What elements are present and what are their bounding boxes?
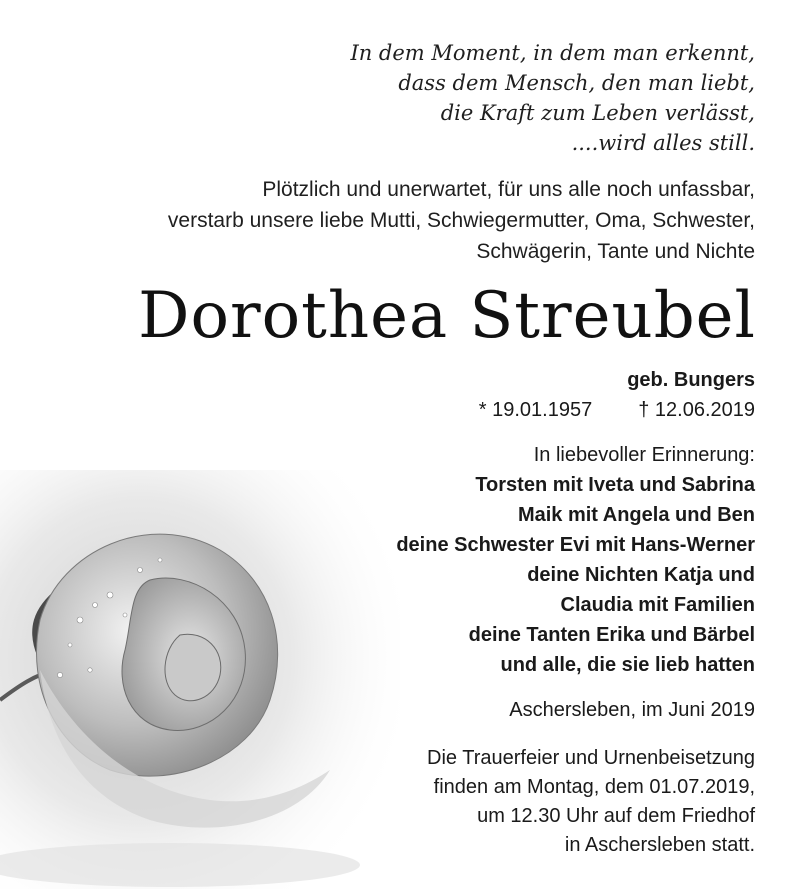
poem-line: In dem Moment, in dem man erkennt, [350,41,755,65]
intro-text [168,174,755,267]
funeral-info [427,744,755,860]
intro-line: Schwägerin, Tante und Nichte [476,240,755,263]
funeral-line: in Aschersleben statt. [564,834,755,856]
rose-image [0,470,400,889]
mourner-line: deine Nichten Katja und [527,564,755,586]
intro-line: verstarb unsere liebe Mutti, Schwiegermutter, Oma, Schwester, [167,209,755,232]
poem-line: die Kraft zum Leben verlässt, [440,101,755,125]
mourner-line: Claudia mit Familien [560,594,755,616]
poem-line: dass dem Mensch, den man liebt, [398,71,755,95]
mourner-line: deine Schwester Evi mit Hans-Werner [396,534,755,556]
funeral-line: Die Trauerfeier und Urnenbeisetzung [427,747,755,769]
birth-name: geb. Bungers [627,369,755,391]
intro-line: Plötzlich und unerwartet, für uns alle noch unfassbar, [262,178,755,201]
memory-lead: In liebevoller Erinnerung: [533,444,755,466]
mourners [396,440,755,680]
life-dates [479,396,755,424]
mourner-line: Maik mit Angela und Ben [517,504,755,526]
poem-line: ....wird alles still. [571,131,755,155]
birth-date: * 19.01.1957 [478,399,593,421]
mourner-line: Torsten mit Iveta und Sabrina [475,474,755,496]
poem [350,38,755,158]
death-date: † 12.06.2019 [638,399,755,421]
funeral-line: um 12.30 Uhr auf dem Friedhof [477,805,755,827]
deceased-name: Dorothea Streubel [138,279,756,353]
mourner-line: deine Tanten Erika und Bärbel [468,624,755,646]
place-date: Aschersleben, im Juni 2019 [509,699,755,721]
mourner-line: und alle, die sie lieb hatten [500,654,755,676]
funeral-line: finden am Montag, dem 01.07.2019, [433,776,755,798]
